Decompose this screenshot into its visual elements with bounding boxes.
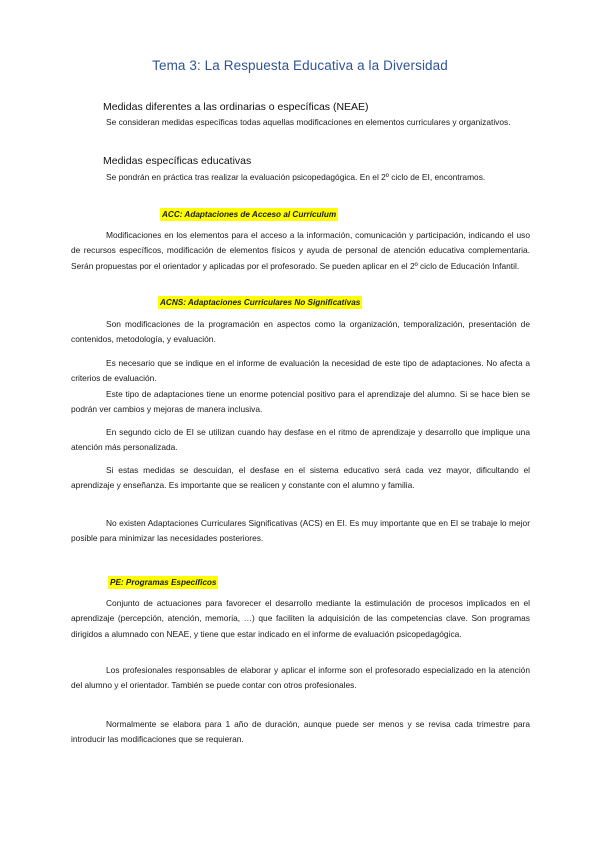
section-heading-neae: Medidas diferentes a las ordinarias o específicas (NEAE) — [103, 101, 369, 113]
paragraph: Si estas medidas se descuidan, el desfase en el sistema educativo será cada vez mayor, dificultando el aprendizaje y enseñanza. Es importante que se realicen y constante con el alumno y familia. — [71, 465, 530, 491]
paragraph: Este tipo de adaptaciones tiene un enorme potencial positivo para el aprendizaje del alumno. Si se hace bien se podrán ver cambios y mejoras de manera inclusiva. — [71, 389, 530, 415]
paragraph: En segundo ciclo de EI se utilizan cuando hay desfase en el ritmo de aprendizaje y desarrollo que implique una atención más personalizada. — [71, 427, 530, 453]
section-heading-medidas-especificas: Medidas específicas educativas — [103, 155, 252, 167]
paragraph: Los profesionales responsables de elaborar y aplicar el informe son el profesorado especializado en la atención del alumno y el orientador. También se puede contar con otros profesionales. — [71, 665, 530, 691]
page-title: Tema 3: La Respuesta Educativa a la Diversidad — [152, 58, 448, 73]
paragraph: No existen Adaptaciones Curriculares Significativas (ACS) en EI. Es muy importante que en EI se trabaje lo mejor posible para minimizar las necesidades posteriores. — [71, 518, 530, 544]
pe-highlight-label: PE: Programas Específicos — [110, 578, 217, 587]
paragraph: Modificaciones en los elementos para el acceso a la información, comunicación y participación, indicando el uso de recursos específicos, modificación de elementos físicos y ayuda de personal de atención educativa complementaria. Serán propuestas por el orientador y aplicadas por el profesorado. Se pueden aplicar en el 2º ciclo de Educación Infantil. — [71, 230, 530, 271]
paragraph: Normalmente se elabora para 1 año de duración, aunque puede ser menos y se revisa cada trimestre para introducir las modificaciones que se requieran. — [71, 719, 530, 745]
paragraph: Conjunto de actuaciones para favorecer el desarrollo mediante la estimulación de procesos implicados en el aprendizaje (percepción, atención, memoria, …) que faciliten la adquisición de las competencias clave. Son programas dirigidos a alumnado con NEAE, y tiene que estar indicado en el informe de evaluación psicopedagógica. — [71, 598, 530, 639]
paragraph: Son modificaciones de la programación en aspectos como la organización, temporalización, presentación de contenidos, metodología, y evaluación. — [71, 319, 530, 345]
paragraph: Se pondrán en práctica tras realizar la evaluación psicopedagógica. En el 2º ciclo de EI, encontramos. — [106, 172, 486, 182]
acns-highlight-label: ACNS: Adaptaciones Curriculares No Significativas — [160, 298, 361, 307]
acc-highlight-label: ACC: Adaptaciones de Acceso al Currículum — [162, 210, 337, 219]
paragraph: Se consideran medidas específicas todas aquellas modificaciones en elementos curriculares y organizativos. — [106, 117, 511, 127]
paragraph: Es necesario que se indique en el informe de evaluación la necesidad de este tipo de adaptaciones. No afecta a criterios de evaluación. — [71, 358, 530, 384]
